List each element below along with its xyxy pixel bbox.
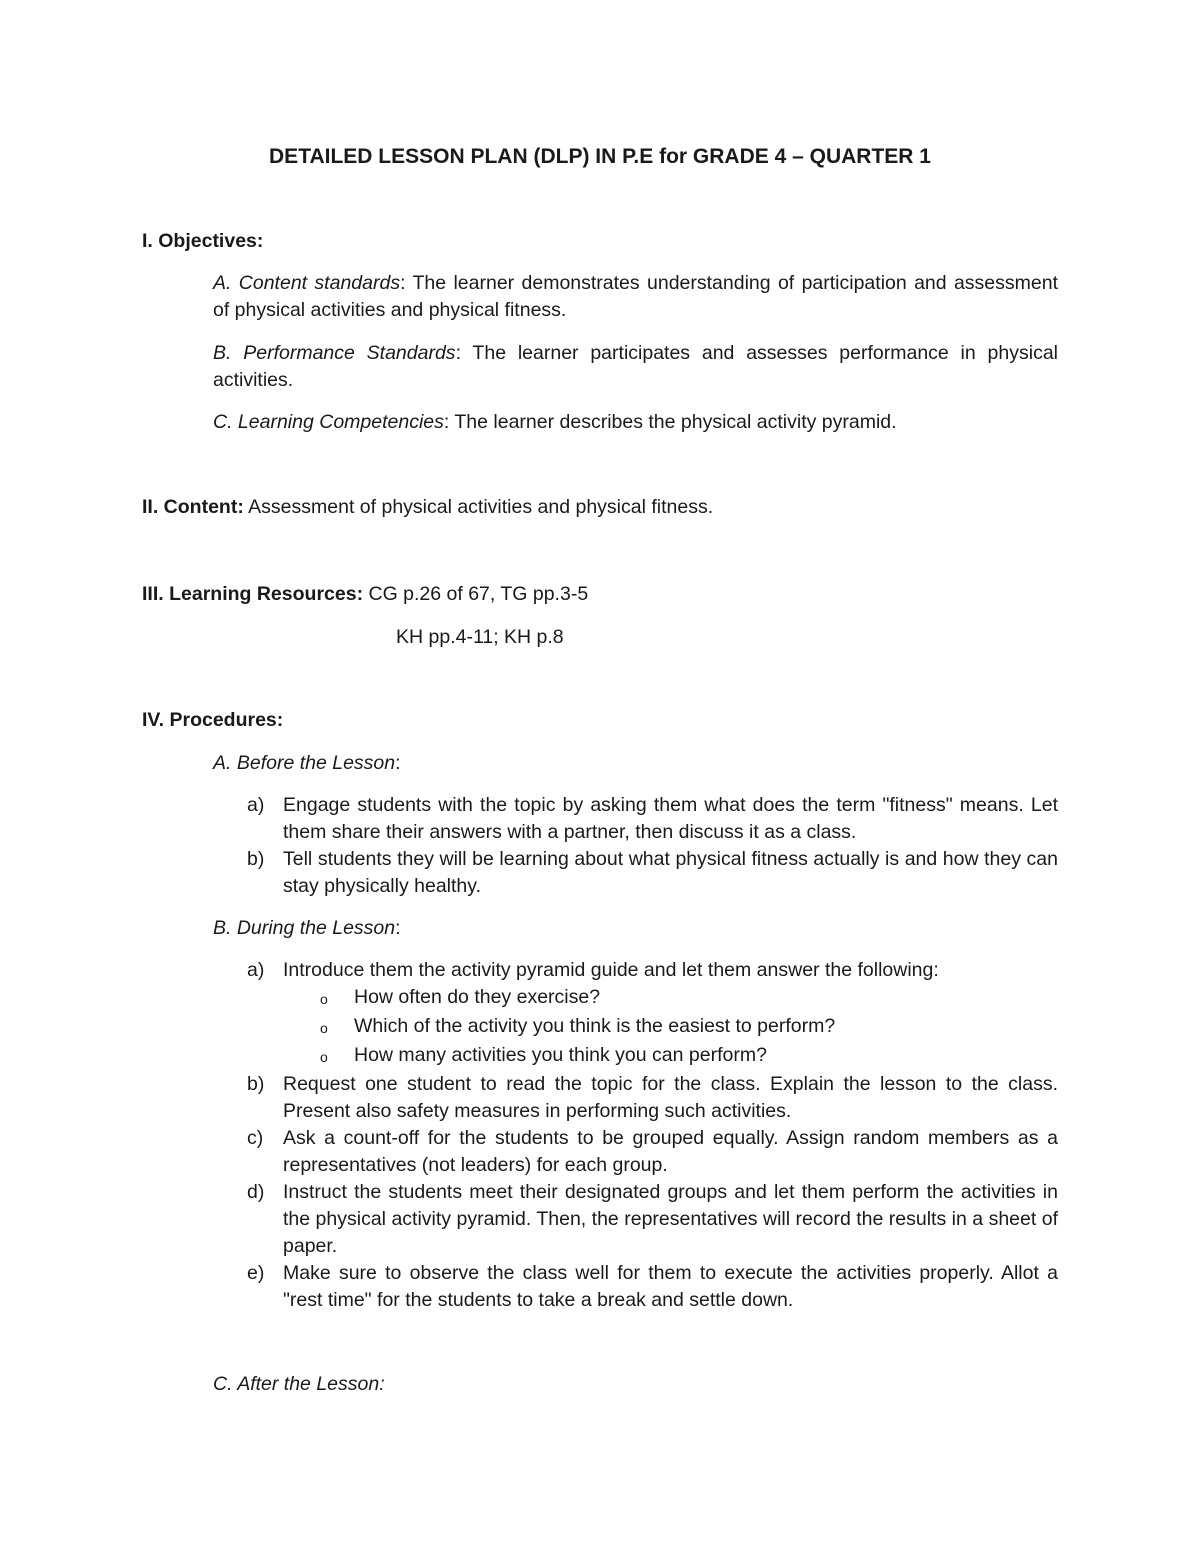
- list-item: Instruct the students meet their designated groups and let them perform the activities in the physical activity pyramid. Then, the representatives will record the results in a sheet of paper.: [283, 1181, 1058, 1257]
- bullet-marker: o: [320, 1020, 328, 1036]
- list-item: Engage students with the topic by asking them what does the term "fitness" means. Let them share their answers with a partner, then discuss it as a class.: [283, 794, 1058, 843]
- after-lesson-label: C. After the Lesson:: [213, 1373, 385, 1395]
- content-standards-label: A. Content standards: [213, 272, 401, 294]
- bullet-marker: o: [320, 1049, 328, 1065]
- list-item: Tell students they will be learning about what physical fitness actually is and how they can stay physically healthy.: [283, 848, 1058, 897]
- objectives-heading: I. Objectives:: [142, 230, 264, 252]
- before-lesson-label: A. Before the Lesson:: [213, 752, 401, 774]
- bullet-marker: o: [320, 991, 328, 1007]
- list-marker: a): [247, 794, 265, 816]
- performance-standards: B. Performance Standards: The learner participates and assesses performance in physical activities.: [213, 342, 1058, 391]
- list-item: Introduce them the activity pyramid guide and let them answer the following:: [283, 959, 939, 981]
- content-heading: II. Content:: [142, 496, 244, 518]
- learning-competencies: C. Learning Competencies: The learner describes the physical activity pyramid.: [213, 411, 897, 433]
- list-marker: b): [247, 848, 265, 870]
- learning-resources-line2: KH pp.4-11; KH p.8: [396, 626, 564, 648]
- resources-heading: III. Learning Resources:: [142, 583, 364, 605]
- list-marker: e): [247, 1262, 265, 1284]
- sub-list-item: How often do they exercise?: [354, 986, 601, 1008]
- during-lesson-label: B. During the Lesson:: [213, 917, 401, 939]
- list-marker: b): [247, 1073, 265, 1095]
- list-item: Make sure to observe the class well for them to execute the activities properly. Allot a "rest time" for the students to take a break and settle down.: [283, 1262, 1058, 1311]
- list-item: Request one student to read the topic for the class. Explain the lesson to the class. Present also safety measures in performing such activities.: [283, 1073, 1058, 1122]
- content-standards: A. Content standards: The learner demonstrates understanding of participation and assessment of physical activities and physical fitness.: [213, 272, 1058, 321]
- content-section: II. Content: Assessment of physical activities and physical fitness.: [142, 496, 714, 518]
- learning-competencies-label: C. Learning Competencies: [213, 411, 444, 433]
- list-item: Ask a count-off for the students to be grouped equally. Assign random members as a representatives (not leaders) for each group.: [283, 1127, 1058, 1176]
- learning-resources: III. Learning Resources: CG p.26 of 67, TG pp.3-5: [142, 583, 589, 605]
- sub-list-item: Which of the activity you think is the easiest to perform?: [354, 1015, 836, 1037]
- sub-list-item: How many activities you think you can perform?: [354, 1044, 767, 1066]
- list-marker: c): [247, 1127, 264, 1149]
- list-marker: d): [247, 1181, 265, 1203]
- performance-standards-label: B. Performance Standards: [213, 342, 456, 364]
- procedures-heading: IV. Procedures:: [142, 709, 284, 731]
- page-title: DETAILED LESSON PLAN (DLP) IN P.E for GRADE 4 – QUARTER 1: [269, 145, 931, 168]
- list-marker: a): [247, 959, 265, 981]
